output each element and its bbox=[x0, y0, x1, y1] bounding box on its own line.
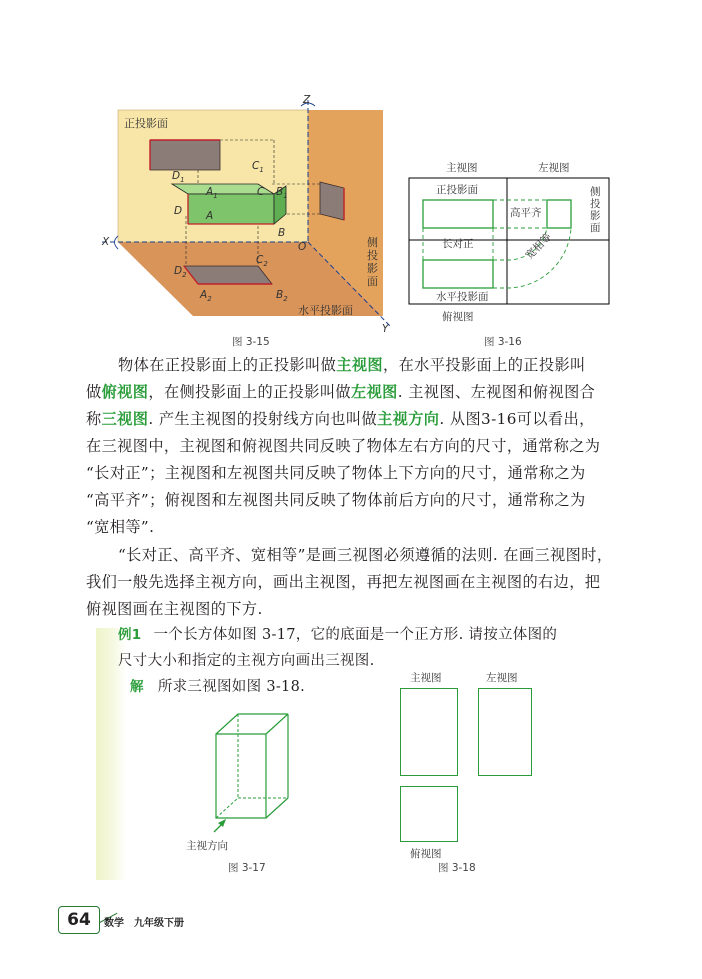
point-a2: $A_2$ bbox=[200, 289, 212, 304]
p1-line-2: 做俯视图，在侧投影面上的正投影叫做左视图. 主视图、左视图和俯视图合 bbox=[86, 383, 596, 401]
figure-3-17 bbox=[180, 708, 310, 848]
fig18-main-view-label: 主视图 bbox=[410, 672, 442, 684]
fig18-left-view-rect bbox=[478, 688, 532, 776]
point-d2: $D_2$ bbox=[174, 265, 187, 280]
axis-y-label: Y bbox=[382, 323, 389, 335]
figure-3-16-caption: 图 3-16 bbox=[484, 336, 522, 348]
point-d1: $D_1$ bbox=[172, 170, 185, 185]
p2-line-3: 俯视图画在主视图的下方. bbox=[86, 600, 263, 618]
fig16-top-view-rect bbox=[423, 260, 493, 288]
point-b2: $B_2$ bbox=[276, 289, 288, 304]
point-c1: $C_1$ bbox=[252, 160, 264, 175]
footer-book-title: 数学 九年级下册 bbox=[104, 918, 184, 929]
fig18-top-view-rect bbox=[400, 786, 458, 842]
page-number: 64 bbox=[58, 906, 100, 934]
point-c2: $C_2$ bbox=[256, 254, 268, 269]
axis-x-label: X bbox=[102, 236, 110, 248]
fig18-left-view-label: 左视图 bbox=[486, 672, 518, 684]
fig15-side-plane-label: 侧 投 影 面 bbox=[367, 236, 378, 288]
keyword-left-view: 左视图 bbox=[351, 383, 398, 401]
paragraph-2 bbox=[86, 542, 646, 623]
p2-line-1: “长对正、高平齐、宽相等”是画三视图必须遵循的法则. 在画三视图时， bbox=[118, 546, 613, 564]
fig18-top-view-label: 俯视图 bbox=[410, 848, 442, 860]
example-text bbox=[118, 622, 658, 700]
figure-3-15 bbox=[98, 96, 398, 340]
fig15-horizontal-plane-label: 水平投影面 bbox=[298, 304, 353, 317]
origin-label: O bbox=[298, 241, 307, 253]
fig15-front-plane-label: 正投影面 bbox=[124, 117, 168, 130]
solution-label: 解 bbox=[130, 679, 144, 695]
cuboid-front-face bbox=[216, 734, 266, 818]
point-a1: $A_1$ bbox=[206, 186, 218, 201]
figure-3-17-caption: 图 3-17 bbox=[228, 862, 266, 874]
figure-3-18-caption: 图 3-18 bbox=[438, 862, 476, 874]
fig16-main-view-label: 主视图 bbox=[446, 162, 478, 174]
paragraph-1 bbox=[86, 352, 646, 541]
fig16-side-plane-label: 侧 投 影 面 bbox=[590, 186, 601, 234]
fig16-top-view-label: 俯视图 bbox=[442, 311, 474, 323]
point-c: C bbox=[257, 186, 265, 198]
fig16-main-view-rect bbox=[423, 200, 493, 228]
horizontal-projection bbox=[184, 266, 272, 284]
front-projection bbox=[150, 140, 220, 170]
point-b: B bbox=[278, 227, 286, 239]
example-line-1: 例1 一个长方体如图 3-17，它的底面是一个正方形. 请按立体图的 bbox=[118, 627, 558, 643]
figure-3-15-caption: 图 3-15 bbox=[232, 336, 270, 348]
fig16-gao-ping-qi: 高平齐 bbox=[510, 207, 542, 219]
fig16-horizontal-plane-label: 水平投影面 bbox=[436, 291, 489, 303]
keyword-main-direction: 主视方向 bbox=[377, 410, 440, 428]
solution-line: 解 所求三视图如图 3-18. bbox=[130, 679, 306, 695]
p1-line-6: “高平齐”；俯视图和左视图共同反映了物体前后方向的尺寸，通常称之为 bbox=[86, 491, 586, 509]
p1-line-7: “宽相等”. bbox=[86, 518, 155, 536]
side-projection bbox=[320, 182, 344, 220]
example-label: 例1 bbox=[118, 627, 142, 643]
fig16-front-plane-label: 正投影面 bbox=[436, 184, 478, 196]
fig16-left-view-rect bbox=[547, 200, 571, 228]
rotate-arrow-x bbox=[115, 236, 119, 249]
fig16-kuan-xiang-deng: 宽相等 bbox=[523, 231, 555, 262]
p1-line-4: 在三视图中，主视图和俯视图共同反映了物体左右方向的尺寸，通常称之为 bbox=[86, 437, 601, 455]
fig16-left-view-label: 左视图 bbox=[538, 162, 570, 174]
point-d: D bbox=[174, 205, 183, 217]
point-b1: $B_1$ bbox=[276, 186, 288, 201]
fig17-main-direction-label: 主视方向 bbox=[186, 840, 228, 852]
p1-line-5: “长对正”；主视图和左视图共同反映了物体上下方向的尺寸，通常称之为 bbox=[86, 464, 586, 482]
keyword-main-view: 主视图 bbox=[336, 356, 383, 374]
keyword-three-views: 三视图 bbox=[101, 410, 149, 428]
example-line-2: 尺寸大小和指定的主视方向画出三视图. bbox=[118, 653, 375, 669]
axis-z-label: Z bbox=[303, 94, 311, 106]
keyword-top-view: 俯视图 bbox=[101, 383, 149, 401]
p2-line-2: 我们一般先选择主视方向，画出主视图，再把左视图画在主视图的右边，把 bbox=[86, 573, 601, 591]
p1-line-3: 称三视图. 产生主视图的投射线方向也叫做主视方向. 从图3-16可以看出， bbox=[86, 410, 595, 428]
box-front bbox=[188, 194, 274, 224]
p1-line-1: 物体在正投影面上的正投影叫做主视图，在水平投影面上的正投影叫 bbox=[118, 356, 586, 374]
fig16-chang-dui-zheng: 长对正 bbox=[442, 238, 474, 250]
fig18-main-view-rect bbox=[400, 688, 458, 776]
point-a: A bbox=[206, 210, 214, 222]
